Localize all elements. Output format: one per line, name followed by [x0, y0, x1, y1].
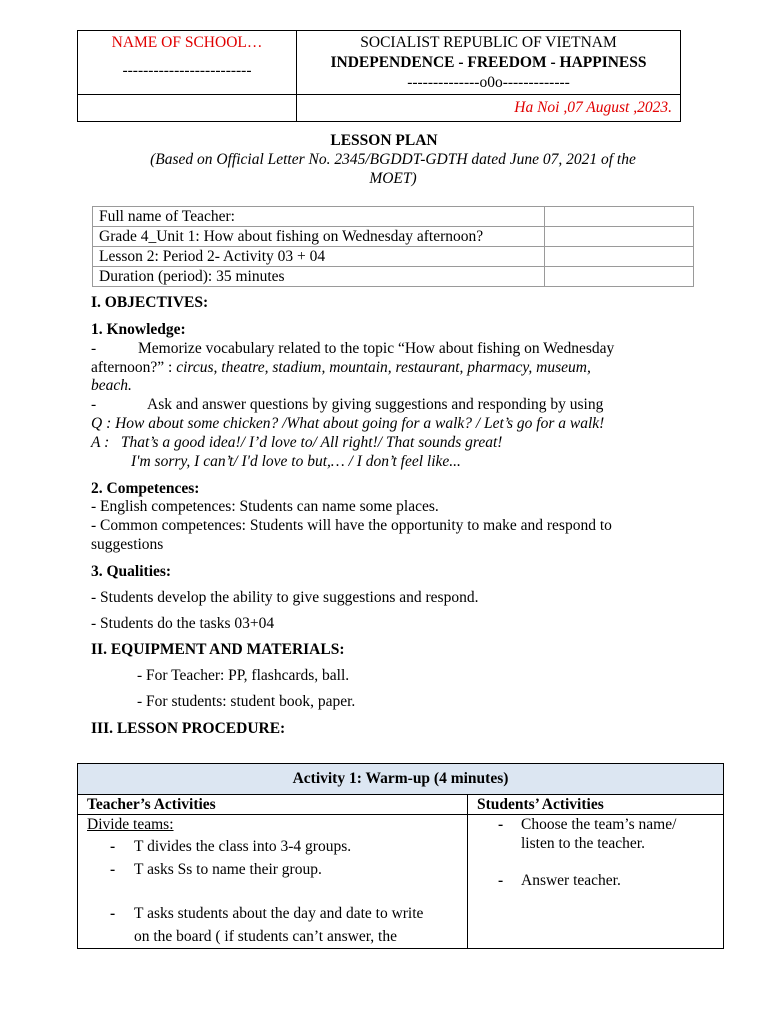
equipment-heading: II. EQUIPMENT AND MATERIALS:: [91, 641, 345, 658]
info-blank-cell: [545, 247, 694, 267]
school-cell: [78, 31, 297, 95]
bullet-dash: -: [110, 905, 116, 922]
bullet-dash: -: [110, 861, 116, 878]
lesson-info-table: [92, 206, 694, 287]
competences-heading: 2. Competences:: [91, 480, 200, 497]
procedure-heading: III. LESSON PROCEDURE:: [91, 720, 286, 737]
answer-examples-2: I'm sorry, I can’t/ I'd love to but,… / I don’t feel like...: [131, 453, 461, 470]
knowledge-line-2-text: afternoon?” :: [91, 359, 177, 376]
subtitle-line-1: (Based on Official Letter No. 2345/BGDDT-GDTH dated June 07, 2021 of the: [150, 151, 636, 168]
activity-1-table: [77, 763, 724, 949]
teacher-step: [78, 835, 467, 858]
subtitle-line-2: MOET): [369, 170, 417, 187]
knowledge-heading: 1. Knowledge:: [91, 321, 186, 338]
date-cell: [297, 95, 681, 122]
knowledge-line-1: Memorize vocabulary related to the topic “How about fishing on Wednesday: [138, 340, 615, 357]
students-activities-header: Students’ Activities: [468, 795, 724, 815]
info-cell: Full name of Teacher:: [93, 207, 545, 227]
teacher-step-continued: [78, 925, 467, 948]
teacher-step-text: on the board ( if students can’t answer, the: [134, 928, 397, 945]
info-cell: Duration (period): 35 minutes: [93, 267, 545, 287]
knowledge-line-2: [91, 358, 591, 377]
info-cell: Lesson 2: Period 2- Activity 03 + 04: [93, 247, 545, 267]
answer-examples: A : That’s a good idea!/ I’d love to/ All right!/ That sounds great!: [91, 434, 503, 451]
student-step-text: listen to the teacher.: [521, 835, 645, 852]
divide-teams-label: Divide teams:: [87, 816, 174, 833]
qualities-line-2: - Students do the tasks 03+04: [91, 615, 275, 632]
teacher-activities-cell: [78, 815, 468, 949]
student-step: [468, 815, 723, 834]
info-blank-cell: [545, 267, 694, 287]
teacher-step-text: T divides the class into 3-4 groups.: [134, 838, 352, 855]
republic-name: SOCIALIST REPUBLIC OF VIETNAM: [360, 34, 617, 51]
document-date: Ha Noi ,07 August ,2023.: [514, 99, 672, 116]
republic-cell: [297, 31, 681, 95]
knowledge-dash-1: -: [91, 340, 97, 357]
national-motto: INDEPENDENCE - FREEDOM - HAPPINESS: [330, 54, 647, 71]
equipment-teacher: - For Teacher: PP, flashcards, ball.: [137, 667, 350, 684]
knowledge-dash-2: -: [91, 396, 97, 413]
teacher-step: [78, 858, 467, 881]
equipment-students: - For students: student book, paper.: [137, 693, 356, 710]
empty-cell: [78, 95, 297, 122]
bullet-dash: -: [498, 872, 504, 889]
student-step: [468, 871, 723, 890]
competences-line-1: - English competences: Students can name some places.: [91, 498, 439, 515]
bullet-dash: -: [110, 838, 116, 855]
school-name: NAME OF SCHOOL…: [111, 34, 263, 51]
header-table: [77, 30, 681, 122]
student-step-continued: [468, 834, 723, 853]
motto-dashes: --------------o0o-------------: [407, 74, 570, 91]
vocabulary-list: circus, theatre, stadium, mountain, restaurant, pharmacy, museum,: [176, 359, 591, 376]
qualities-line-1: - Students develop the ability to give suggestions and respond.: [91, 589, 479, 606]
knowledge-line-3: beach.: [91, 377, 132, 394]
info-blank-cell: [545, 227, 694, 247]
competences-line-2: - Common competences: Students will have the opportunity to make and respond to: [91, 517, 612, 534]
student-step-text: Answer teacher.: [521, 872, 621, 889]
teacher-step: [78, 902, 467, 925]
school-dashes: -------------------------: [122, 62, 252, 79]
info-blank-cell: [545, 207, 694, 227]
knowledge-line-4: Ask and answer questions by giving suggestions and responding by using: [147, 396, 604, 413]
activity-1-title: Activity 1: Warm-up (4 minutes): [78, 764, 724, 795]
teacher-step-text: T asks students about the day and date to write: [134, 905, 424, 922]
students-activities-cell: [468, 815, 724, 949]
info-cell: Grade 4_Unit 1: How about fishing on Wednesday afternoon?: [93, 227, 545, 247]
page-title: LESSON PLAN: [330, 132, 438, 149]
info-row: [93, 247, 694, 267]
qualities-heading: 3. Qualities:: [91, 563, 172, 580]
student-step-text: Choose the team’s name/: [521, 816, 677, 833]
info-row: [93, 207, 694, 227]
teacher-step-text: T asks Ss to name their group.: [134, 861, 322, 878]
objectives-heading: I. OBJECTIVES:: [91, 294, 209, 311]
competences-line-3: suggestions: [91, 536, 164, 553]
info-row: [93, 267, 694, 287]
question-examples: Q : How about some chicken? /What about going for a walk? / Let’s go for a walk!: [91, 415, 605, 432]
info-row: [93, 227, 694, 247]
bullet-dash: -: [498, 816, 504, 833]
teacher-activities-header: Teacher’s Activities: [78, 795, 468, 815]
